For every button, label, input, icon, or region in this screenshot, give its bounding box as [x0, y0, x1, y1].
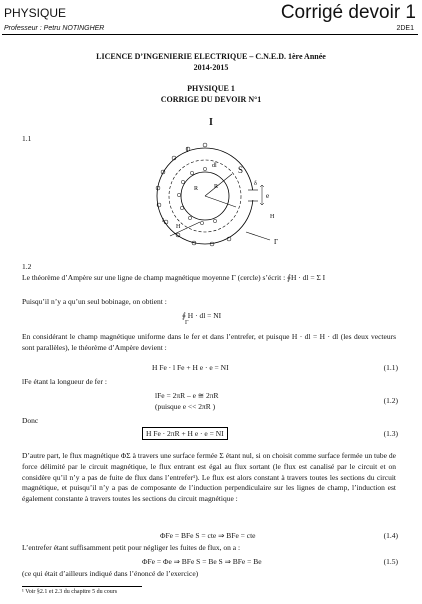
question-1-1: 1.1 [22, 134, 32, 143]
equation-NI: ∮ H · dl = NI [182, 311, 222, 320]
header-subject: PHYSIQUE [4, 6, 67, 20]
paragraph-ampere: Le théorème d’Ampère sur une ligne de champ magnétique moyenne Γ (cercle) s’écrit : ∮H · dl = Σ I [22, 273, 326, 282]
years-title: 2014-2015 [193, 63, 229, 72]
text-donc: Donc [22, 416, 39, 425]
figure-label-R: R [214, 184, 219, 190]
figure-label-gap: δ [254, 181, 257, 187]
footnote: ¹ Voir §2.1 et 2.3 du chapitre 5 du cours [22, 589, 118, 595]
equation-number-1-5: (1.5) [383, 557, 398, 566]
equation-1-2b: (puisque e << 2πR ) [155, 402, 216, 411]
figure-label-e: e [266, 192, 270, 200]
paragraph-air-gap: L’entrefer étant suffisamment petit pour négliger les fuites de flux, on a : [22, 543, 241, 552]
figure-label-R2: R [194, 186, 199, 192]
figure-label-S: S [238, 165, 244, 175]
correction-title: CORRIGE DU DEVOIR N°1 [160, 95, 262, 104]
figure-label-Ie: I [162, 218, 164, 224]
equation-gamma-subscript: Γ [185, 320, 189, 326]
figure-label-He: H [270, 214, 275, 220]
subject-title: PHYSIQUE 1 [187, 84, 235, 93]
equation-1-4: ΦFe = BFe S = cte ⇒ BFe = cte [160, 531, 256, 540]
paragraph-uniform-field: En considérant le champ magnétique uniforme dans le fer et dans l’entrefer, et puisque H · dl = H · dl (les deux vecteurs sont parallèles), le théorème d’Ampère devient : [22, 332, 396, 352]
equation-1-3: H Fe · 2πR + H e · e = NI [142, 427, 228, 440]
licence-title: LICENCE D’INGENIERIE ELECTRIQUE – C.N.E.D. 1ère Année [96, 52, 326, 61]
paragraph-statement-note: (ce qui était d’ailleurs indiqué dans l’énoncé de l’exercice) [22, 569, 199, 578]
paragraph-single-winding: Puisqu’il n’y a qu’un seul bobinage, on obtient : [22, 297, 167, 306]
equation-number-1-3: (1.3) [383, 429, 398, 438]
figure-label-dl: dl [212, 163, 217, 169]
figure-label-gamma: Γ [274, 238, 279, 246]
equation-1-5: ΦFe = Φe ⇒ BFe S = Be S ⇒ BFe = Be [142, 557, 262, 566]
equation-number-1-1: (1.1) [383, 363, 398, 372]
question-1-2: 1.2 [22, 262, 32, 271]
paragraph-iron-length: lFe étant la longueur de fer : [22, 377, 107, 386]
paragraph-flux: D’autre part, le flux magnétique ΦΣ à travers une surface fermée Σ étant nul, si on choisit comme surface fermée un tube de force délimité par le circuit magnétique, le flux entrant est égal au flux sortant (le flux est canalisé par le circuit et on considère qu’il n’y a pas de fuite de flux dans l’entrefer¹). Le flux est alors constant à travers toutes les sections du circuit magnétique, et puisqu’il n’y a pas de composante de l’induction perpendiculaire sur les lignes de champ, l’induction est également constante à travers toutes les sections du circuit magnétique : [22, 451, 396, 504]
header-divider [2, 34, 418, 35]
equation-1-1: H Fe · l Fe + H e · e = NI [152, 363, 229, 372]
header-code: 2DE1 [396, 25, 414, 32]
magnetic-circuit-figure [150, 140, 290, 252]
part-title: I [209, 117, 213, 128]
equation-number-1-4: (1.4) [383, 531, 398, 540]
equation-number-1-2: (1.2) [383, 396, 398, 405]
equation-1-2a: lFe = 2πR – e ≅ 2πR [155, 391, 219, 400]
figure-label-I: I [186, 146, 189, 154]
header-professor: Professeur : Petru NOTINGHER [4, 25, 105, 32]
figure-label-HFe: H [176, 224, 181, 230]
footnote-divider [22, 586, 142, 587]
header-doc-title: Corrigé devoir 1 [280, 2, 416, 23]
